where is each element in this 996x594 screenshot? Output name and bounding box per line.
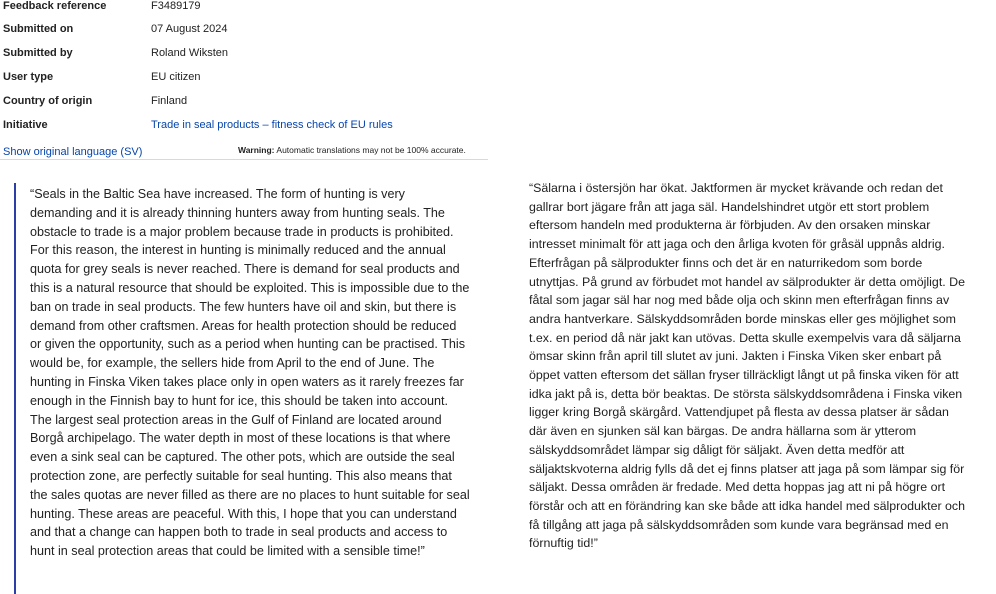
meta-value: EU citizen [151, 71, 201, 83]
warning-text: Automatic translations may not be 100% accurate. [274, 145, 466, 155]
meta-value: Finland [151, 95, 188, 107]
meta-label: Country of origin [3, 95, 93, 107]
meta-label: Initiative [3, 119, 48, 131]
meta-row-feedback-reference [0, 0, 490, 24]
quote-accent-bar [14, 183, 16, 594]
translation-warning [238, 145, 466, 155]
divider [0, 159, 488, 160]
original-feedback-text: “Sälarna i östersjön har ökat. Jaktformen är mycket krävande och redan det gallrar bort jägare från att jaga säl. Handelshindret utgör ett stort problem eftersom handeln med produkterna är förbjuden. Av den orsaken minskar intresset minimalt för att jaga och den årliga kvoten för gråsäl uppnås aldrig. Efterfrågan på sälprodukter finns och det är en naturrikedom som borde utnyttjas. På grund av förbudet mot handel av sälprodukter är detta omöjligt. De fåtal som jagar säl har nog med både olja och skinn men efterfrågan finns av andra hantverkare. Sälskyddsområden borde minskas eller ges möjlighet som t.ex. en period då när jakt kan utövas. Detta skulle exempelvis vara då säljarna ömsar skinn från april till slutet av juni. Jakten i Finska Viken sker enbart på öppet vatten eftersom det sällan fryser tillräckligt långt ut på finska viken för att idka jakt på is, detta bör beaktas. De största sälskyddsområdena i Finska viken ligger kring Borgå skärgård. Vattendjupet på flesta av dessa platser är sådan där även en sjunken säl kan bärgas. De andra hällarna som är ytterom sälskyddsområdet lämpar sig dåligt för säljakt. Även detta medför att säljaktskvoterna aldrig fylls då det ej finns platser att jaga på som lämpar sig för säljakt. Dessa områden är fredade. Med detta hoppas jag att ni på högre ort förstår och att en förändring kan ske både att idka handel med sälprodukter och få tillgång att jaga på sälskyddsområden som kunde vara begränsad med en förnuftig tid!” [529, 181, 966, 551]
meta-value: F3489179 [151, 0, 201, 12]
meta-row-country-of-origin [0, 95, 490, 119]
initiative-link[interactable]: Trade in seal products – fitness check of EU rules [151, 119, 393, 131]
meta-row-user-type [0, 71, 490, 95]
meta-label: Feedback reference [3, 0, 107, 12]
meta-row-submitted-on [0, 23, 490, 47]
meta-label: User type [3, 71, 54, 83]
meta-value: Roland Wiksten [151, 47, 229, 59]
warning-label: Warning: [238, 145, 275, 155]
show-original-language-link[interactable]: Show original language (SV) [3, 146, 143, 158]
meta-label: Submitted on [3, 23, 74, 35]
meta-label: Submitted by [3, 47, 73, 59]
meta-value: 07 August 2024 [151, 23, 228, 35]
translated-feedback-text: “Seals in the Baltic Sea have increased. The form of hunting is very demanding and it is already thinning hunters away from hunting seals. The obstacle to trade is a major problem because trade in products is prohibited. For this reason, the interest in hunting is minimally reduced and the annual quota for grey seals is never reached. There is demand for seal products and this is a natural resource that should be exploited. This is impossible due to the ban on trade in seal products. The few hunters have oil and skin, but there is demand from other craftsmen. Areas for health protection should be reduced or given the opportunity, such as a period when hunting can be practised. This would be, for example, the sellers hide from April to the end of June. The hunting in Finska Viken takes place only in open waters as it rarely freezes far enough in the Finnish bay to hunt for ice, this should be taken into account. The largest seal protection areas in the Gulf of Finland are located around Borgå archipelago. The water depth in most of these locations is that where even a sink seal can be captured. The other pots, which are outside the seal protection zone, are perfectly suitable for seal hunting. This also means that the sales quotas are never filled as there are no places to hunt suitable for seal hunting. These areas are peaceful. With this, I hope that you can understand and that a change can happen both to trade in seal products and access to hunt in seal protection areas that could be limited with a sensible time!” [30, 187, 470, 559]
meta-row-submitted-by [0, 47, 490, 71]
meta-row-initiative [0, 119, 490, 143]
